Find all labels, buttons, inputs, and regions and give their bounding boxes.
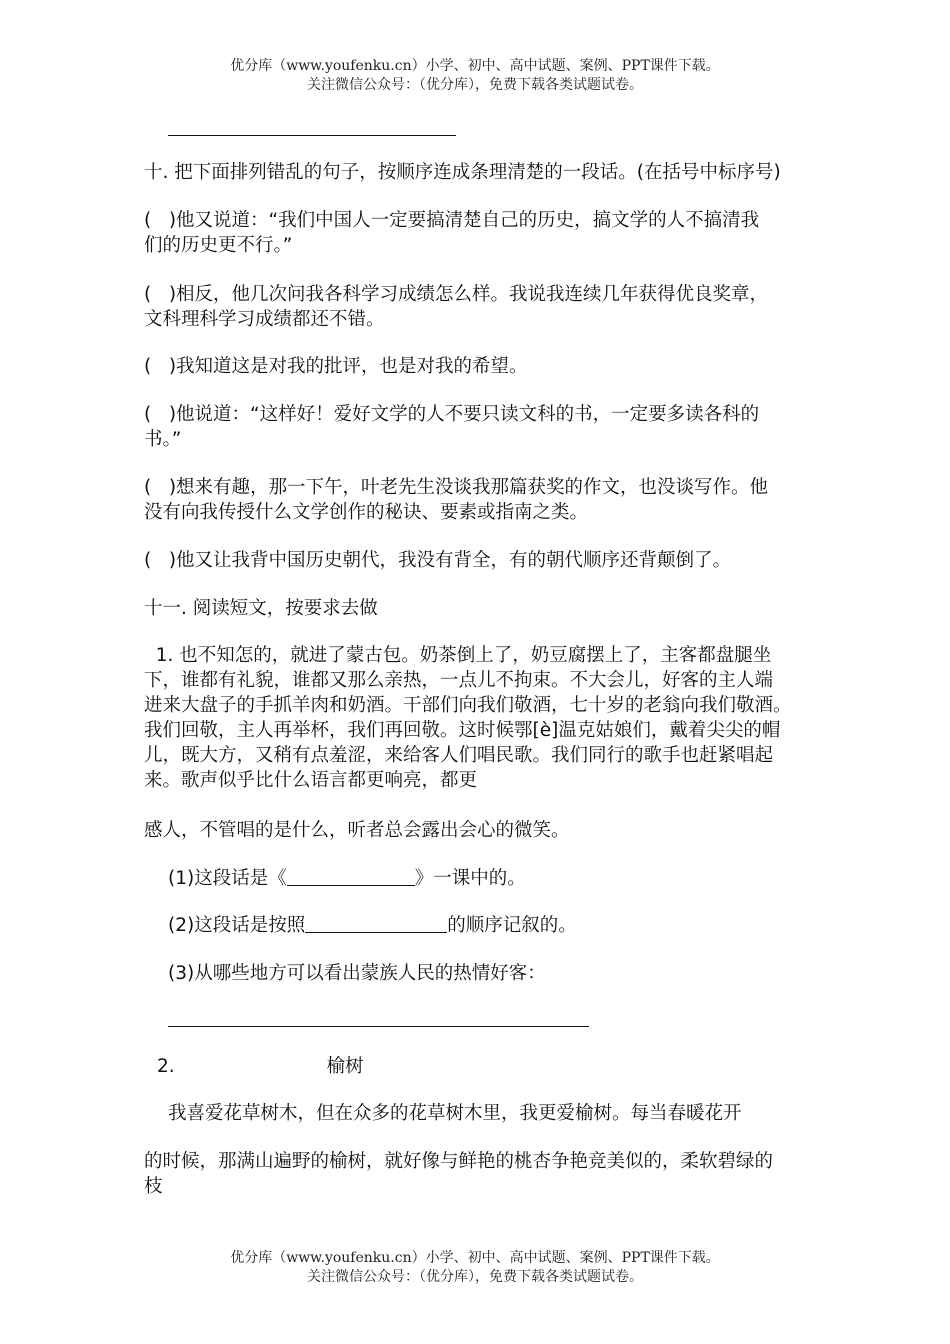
order-bracket-4[interactable]: ( )	[144, 404, 177, 425]
sentence-item-2: ( )相反，他几次问我各科学习成绩怎么样。我说我连续几年获得优良奖章， 文科理科学习成绩都还不错。	[144, 284, 769, 330]
passage-1: 1. 也不知怎的，就进了蒙古包。奶茶倒上了，奶豆腐摆上了，主客都盘腿坐 下，谁都有礼貌，谁都又那么亲热，一点儿不拘束。不大会儿，好客的主人端 进来大盘子的手抓羊肉和奶酒。干部们向我们敬酒，七十岁的老翁向我们敬酒。 我们回敬，主人再举杯，我们再回敬。这时候鄂[è]温克姑娘们，戴着尖尖的帽 儿，既大方，又稍有点羞涩，来给客人们唱民歌。我们同行的歌手也赶紧唱起 来。歌声似乎比什么语言都更响亮，都更	[144, 645, 792, 791]
question-2: (2)这段话是按照 的顺序记叙的。	[168, 915, 577, 936]
question-3: (3)从哪些地方可以看出蒙族人民的热情好客：	[168, 963, 546, 984]
page-header	[0, 57, 950, 95]
answer-line-top	[168, 135, 456, 136]
page-footer	[0, 1249, 950, 1287]
passage-2-number: 2.	[157, 1056, 175, 1077]
section10-title: 十. 把下面排列错乱的句子，按顺序连成条理清楚的一段话。(在括号中标序号)	[144, 162, 781, 183]
section11-title: 十一. 阅读短文，按要求去做	[144, 598, 378, 619]
passage-2-heading	[157, 1054, 817, 1079]
order-bracket-3[interactable]: ( )	[144, 356, 177, 377]
order-bracket-5[interactable]: ( )	[144, 477, 177, 498]
footer-line-1: 优分库（www.youfenku.cn）小学、初中、高中试题、案例、PPT课件下载。	[230, 1250, 720, 1266]
passage-2-body: 的时候，那满山遍野的榆树，就好像与鲜艳的桃杏争艳竞美似的，柔软碧绿的 枝	[144, 1151, 774, 1197]
order-bracket-6[interactable]: ( )	[144, 550, 177, 571]
order-bracket-1[interactable]: ( )	[144, 210, 177, 231]
sentence-item-5: ( )想来有趣，那一下午，叶老先生没谈我那篇获奖的作文，也没谈写作。他 没有向我传授什么文学创作的秘诀、要素或指南之类。	[144, 477, 769, 523]
question-1: (1)这段话是《 》一课中的。	[168, 868, 526, 889]
sentence-item-6: ( )他又让我背中国历史朝代，我没有背全，有的朝代顺序还背颠倒了。	[144, 550, 732, 571]
header-line-2: 关注微信公众号：（优分库），免费下载各类试题试卷。	[307, 77, 643, 93]
sentence-item-1: ( )他又说道：“我们中国人一定要搞清楚自己的历史，搞文学的人不搞清我 们的历史更不行。”	[144, 210, 760, 256]
passage-2-title: 榆树	[326, 1056, 364, 1077]
order-bracket-2[interactable]: ( )	[144, 284, 177, 305]
header-line-1: 优分库（www.youfenku.cn）小学、初中、高中试题、案例、PPT课件下载。	[230, 58, 720, 74]
answer-blank-order[interactable]	[305, 914, 447, 933]
passage-1-continuation: 感人，不管唱的是什么，听者总会露出会心的微笑。	[144, 820, 570, 841]
sentence-item-4: ( )他说道：“这样好！爱好文学的人不要只读文科的书，一定要多读各科的 书。”	[144, 404, 760, 450]
sentence-item-3: ( )我知道这是对我的批评，也是对我的希望。	[144, 356, 528, 377]
footer-line-2: 关注微信公众号：（优分库），免费下载各类试题试卷。	[307, 1269, 643, 1285]
answer-blank-lesson[interactable]	[287, 867, 415, 886]
passage-2-line-1: 我喜爱花草树木，但在众多的花草树木里，我更爱榆树。每当春暖花开	[168, 1103, 742, 1124]
answer-line-q3[interactable]	[168, 1026, 589, 1027]
